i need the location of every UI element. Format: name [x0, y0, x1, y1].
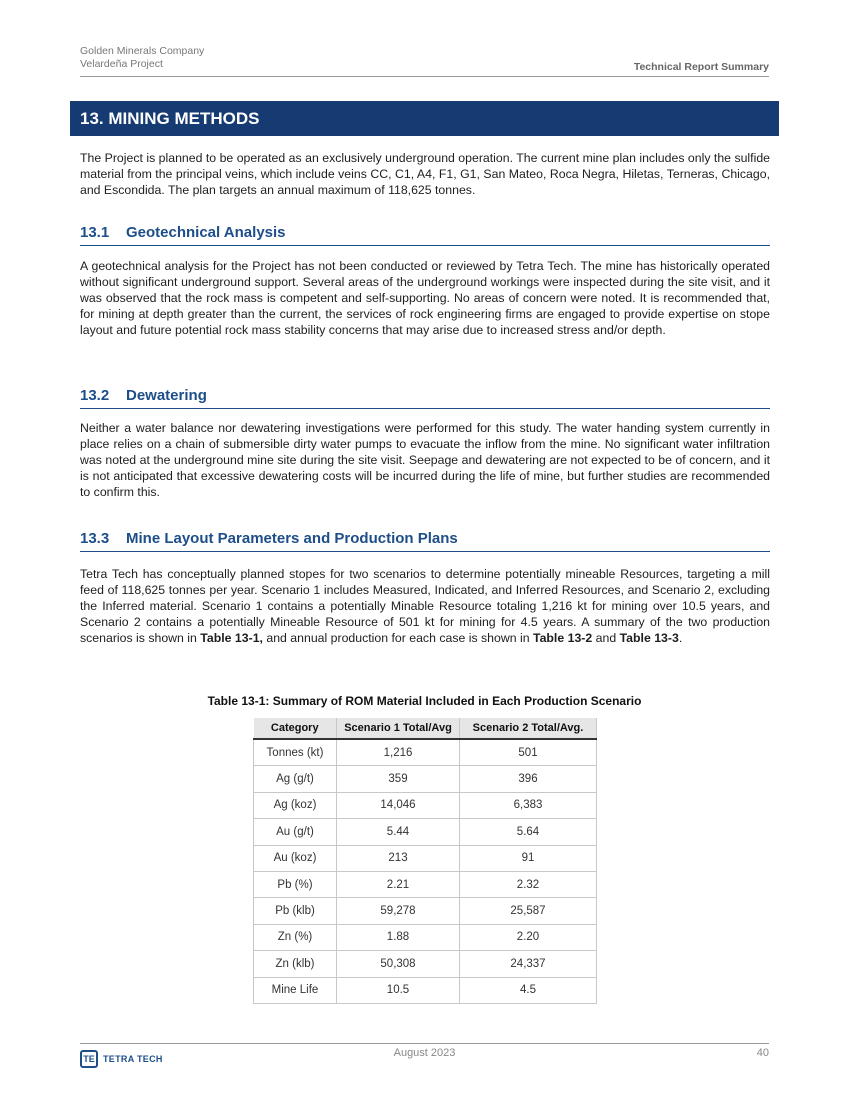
- section-number: 13.3: [80, 530, 110, 547]
- footer-divider: [80, 1043, 769, 1044]
- scenario-2-cell: 24,337: [460, 951, 597, 977]
- scenario-1-cell: 50,308: [337, 951, 460, 977]
- project-name: Velardeña Project: [80, 58, 163, 70]
- page-number: 40: [756, 1047, 769, 1059]
- table-row: [254, 845, 597, 871]
- category-cell: Zn (klb): [254, 951, 337, 977]
- scenario-1-cell: 5.44: [337, 819, 460, 845]
- category-cell: Mine Life: [254, 977, 337, 1003]
- header-divider: [80, 76, 769, 77]
- scenario-2-cell: 6,383: [460, 792, 597, 818]
- table-row: [254, 898, 597, 924]
- section-title: Mine Layout Parameters and Production Plans: [126, 530, 458, 547]
- category-cell: Tonnes (kt): [254, 739, 337, 766]
- scenario-2-cell: 2.20: [460, 924, 597, 950]
- section-title: Geotechnical Analysis: [126, 224, 286, 241]
- category-cell: Ag (koz): [254, 792, 337, 818]
- mine-layout-paragraph: [80, 566, 770, 646]
- chapter-intro-paragraph: The Project is planned to be operated as an exclusively underground operation. The current mine plan includes only the sulfide material from the principal veins, which include veins CC, C1, A4, F1, G1, San Mateo, Roca Negra, Hiletas, Terneras, Chicago, and Escondida. The plan targets an annual maximum of 118,625 tonnes.: [80, 151, 770, 197]
- chapter-heading: 13. MINING METHODS: [70, 101, 779, 136]
- scenario-1-cell: 10.5: [337, 977, 460, 1003]
- tetra-tech-logo-icon: TE: [80, 1050, 98, 1068]
- section-number: 13.2: [80, 387, 110, 404]
- paragraph-text: Tetra Tech has conceptually planned stopes for two scenarios to determine potentially mineable Resources, targeting a mill feed of 118,625 tonnes per year. Scenario 1 includes Measured, Indicated, and Inferred Resources, and Scenario 2, excluding the Inferred material. Scenario 1 contains a potentially Minable Resource totaling 1,216 kt for mining over 10.5 years, and Scenario 2 contains a potentially Mineable Resource of 501 kt for mining for 4.5 years. A summary of the two production scenarios is shown in: [80, 567, 770, 645]
- scenario-1-cell: 14,046: [337, 792, 460, 818]
- table-row: [254, 819, 597, 845]
- scenario-2-cell: 4.5: [460, 977, 597, 1003]
- category-cell: Au (koz): [254, 845, 337, 871]
- scenario-1-cell: 1,216: [337, 739, 460, 766]
- category-cell: Pb (klb): [254, 898, 337, 924]
- table-reference-13-3: Table 13-3: [619, 631, 679, 645]
- scenario-1-cell: 59,278: [337, 898, 460, 924]
- geotechnical-paragraph: A geotechnical analysis for the Project has not been conducted or reviewed by Tetra Tech. The mine has historically operated without significant underground support. Several areas of the underground workings were inspected during the site visit, and it was observed that the rock mass is competent and self-supporting. No areas of concern were noted. It is recommended that, for mining at depth greater than the current, the services of rock engineering firms are engaged to provide expertise on stope layout and future potential rock mass stability concerns that may arise due to increased stress and/or depth.: [80, 259, 770, 337]
- rom-summary-table: [253, 718, 597, 1004]
- section-heading-geotechnical: [80, 224, 770, 246]
- column-header: Category: [254, 718, 337, 739]
- category-cell: Pb (%): [254, 871, 337, 897]
- table-row: [254, 977, 597, 1003]
- table-row: [254, 951, 597, 977]
- table-caption: Table 13-1: Summary of ROM Material Included in Each Production Scenario: [207, 694, 642, 708]
- scenario-1-cell: 2.21: [337, 871, 460, 897]
- table-header-row: [254, 718, 597, 739]
- column-header: Scenario 1 Total/Avg: [337, 718, 460, 739]
- scenario-2-cell: 396: [460, 766, 597, 792]
- dewatering-paragraph: Neither a water balance nor dewatering investigations were performed for this study. The water handing system currently in place relies on a chain of submersible dirty water pumps to evacuate the inflow from the mine. No significant water infiltration was noted at the underground mine site during the site visit. Seepage and dewatering are not expected to be of concern, and it is not anticipated that excessive dewatering costs will be incurred during the life of mine, but further studies are recommended to confirm this.: [80, 421, 770, 499]
- scenario-1-cell: 213: [337, 845, 460, 871]
- logo-text: TETRA TECH: [103, 1054, 163, 1064]
- table-reference-13-1: Table 13-1,: [200, 631, 263, 645]
- table-row: [254, 871, 597, 897]
- scenario-2-cell: 5.64: [460, 819, 597, 845]
- section-title: Dewatering: [126, 387, 207, 404]
- category-cell: Au (g/t): [254, 819, 337, 845]
- running-header-left: [80, 45, 204, 71]
- section-heading-mine-layout: [80, 530, 770, 552]
- scenario-2-cell: 91: [460, 845, 597, 871]
- paragraph-text: .: [678, 631, 683, 645]
- scenario-1-cell: 359: [337, 766, 460, 792]
- table-row: [254, 924, 597, 950]
- column-header: Scenario 2 Total/Avg.: [460, 718, 597, 739]
- company-name: Golden Minerals Company: [80, 45, 205, 57]
- paragraph-text: and annual production for each case is shown in: [262, 631, 533, 645]
- section-number: 13.1: [80, 224, 110, 241]
- footer-date: August 2023: [393, 1047, 456, 1059]
- category-cell: Zn (%): [254, 924, 337, 950]
- scenario-2-cell: 25,587: [460, 898, 597, 924]
- scenario-1-cell: 1.88: [337, 924, 460, 950]
- category-cell: Ag (g/t): [254, 766, 337, 792]
- paragraph-text: and: [592, 631, 620, 645]
- table-row: [254, 739, 597, 766]
- table-row: [254, 792, 597, 818]
- section-heading-dewatering: [80, 387, 770, 409]
- report-type: Technical Report Summary: [633, 61, 769, 73]
- scenario-2-cell: 2.32: [460, 871, 597, 897]
- scenario-2-cell: 501: [460, 739, 597, 766]
- table-row: [254, 766, 597, 792]
- table-reference-13-2: Table 13-2: [532, 631, 593, 645]
